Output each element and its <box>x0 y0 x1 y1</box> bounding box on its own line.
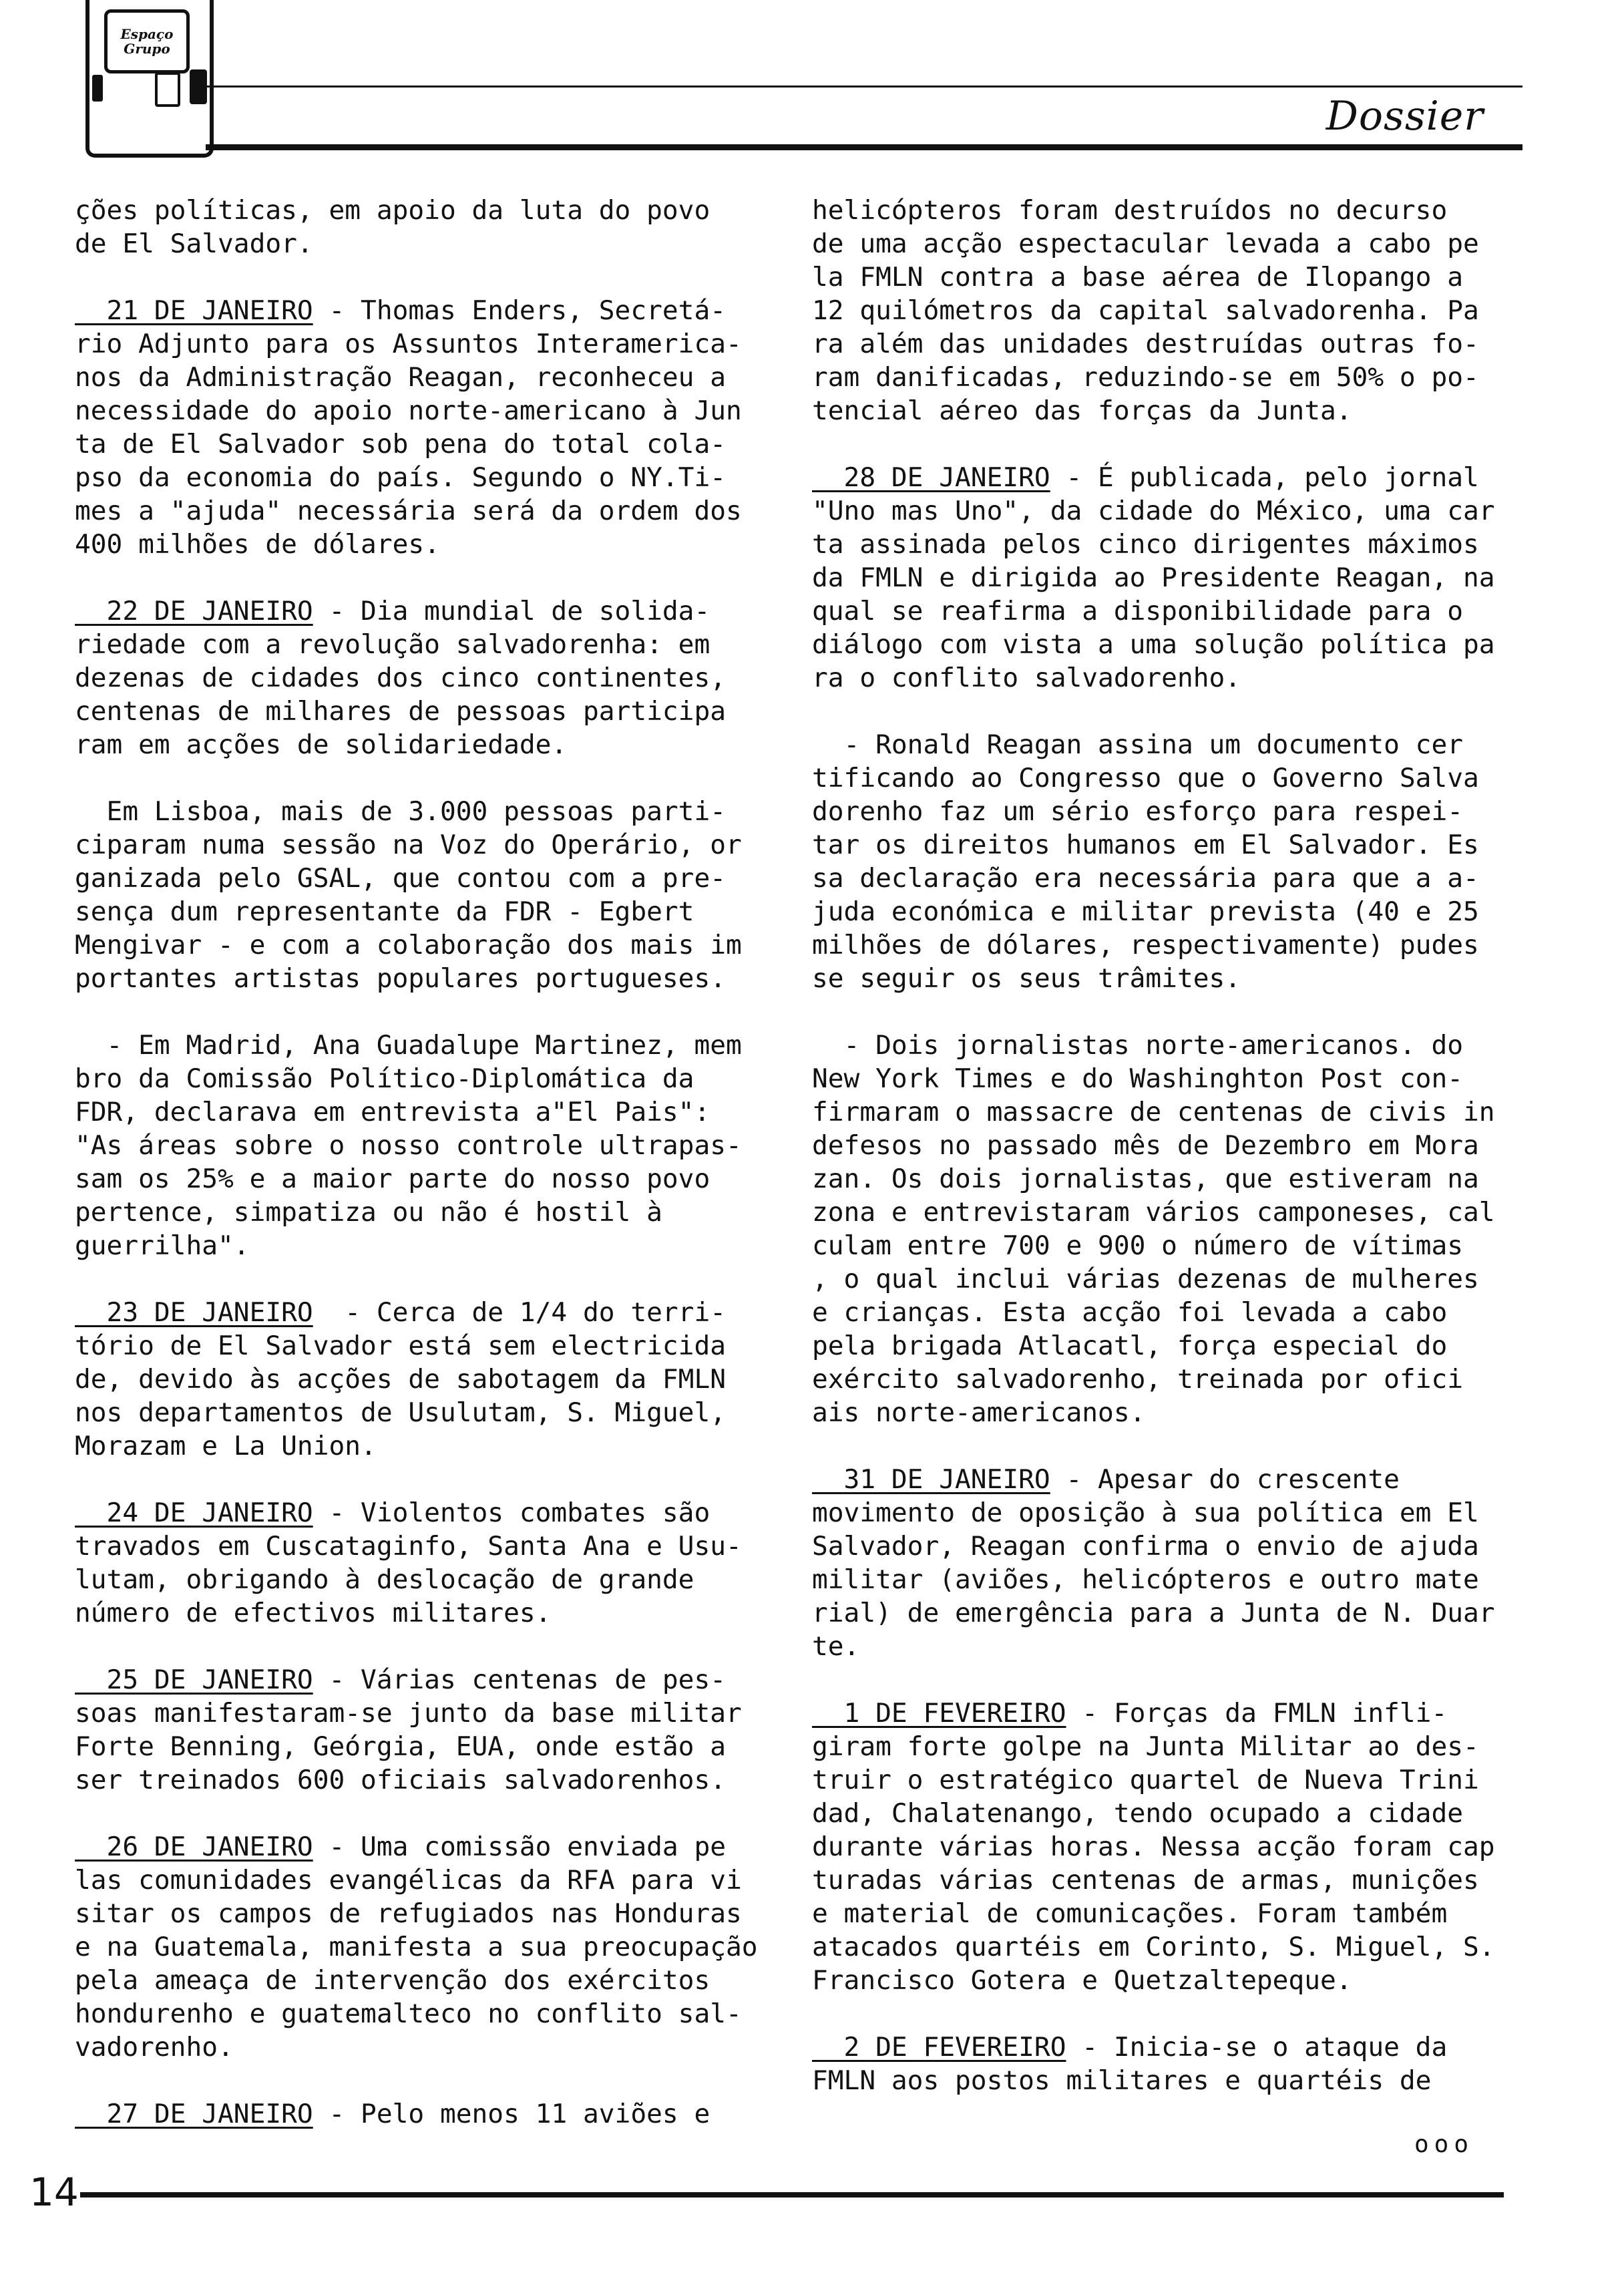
entry-text: - É publicada, pelo jornal "Uno mas Uno", da cidade do México, uma car ta assinada pelos cinco dirigentes máximos da FMLN e dirigida ao Presidente Reagan, na qual se reafirma a disponibilidade para o diálogo com vista a uma solução política pa ra o conflito salvadorenho. <box>812 462 1495 693</box>
paragraph <box>812 2031 1506 2097</box>
paragraph <box>812 1463 1506 1663</box>
footer-rule <box>80 2192 1504 2197</box>
header-rule-thin <box>206 85 1522 87</box>
entry-date: 2 DE FEVEREIRO <box>812 2032 1066 2063</box>
paragraph <box>75 1830 769 2064</box>
entry-date: 27 DE JANEIRO <box>75 2099 313 2129</box>
entry-text: - Várias centenas de pes- soas manifestaram-se junto da base militar Forte Benning, Geórgia, EUA, onde estão a ser treinados 600 oficiais salvadorenhos. <box>75 1664 742 1795</box>
left-column <box>75 194 769 2164</box>
logo-left-tab <box>92 75 103 102</box>
entry-date: 26 DE JANEIRO <box>75 1831 313 1862</box>
right-column <box>812 194 1506 2131</box>
paragraph <box>812 194 1506 427</box>
entry-date: 24 DE JANEIRO <box>75 1498 313 1528</box>
paragraph <box>75 2097 769 2131</box>
entry-text: - Thomas Enders, Secretá- rio Adjunto para os Assuntos Interamerica- nos da Administração Reagan, reconheceu a necessidade do apoio norte-americano à Jun ta de El Salvador sob pena do total cola- pso da economia do país. Segundo o NY.Ti- mes a "ajuda" necessária será da ordem dos 400 milhões de dólares. <box>75 295 742 560</box>
header-rule-thick <box>206 144 1522 150</box>
paragraph <box>75 1296 769 1463</box>
entry-text: helicópteros foram destruídos no decurso de uma acção espectacular levada a cabo pe la FMLN contra a base aérea de Ilopango a 12 quilómetros da capital salvadorenha. Pa ra além das unidades destruídas outras fo- ram danificadas, reduzindo-se em 50% o po- tencial aéreo das forças da Junta. <box>812 195 1479 426</box>
logo-line-2: Grupo <box>124 41 170 57</box>
continuation-mark: ooo <box>1414 2131 1474 2158</box>
page-number: 14 <box>29 2169 79 2215</box>
section-title: Dossier <box>1326 93 1484 140</box>
paragraph <box>75 795 769 995</box>
entry-date: 23 DE JANEIRO <box>75 1297 313 1328</box>
logo-line-1: Espaço <box>120 26 174 42</box>
entry-date: 25 DE JANEIRO <box>75 1664 313 1695</box>
entry-date: 28 DE JANEIRO <box>812 462 1050 493</box>
entry-date: 22 DE JANEIRO <box>75 596 313 627</box>
entry-text: - Violentos combates são travados em Cuscataginfo, Santa Ana e Usu- lutam, obrigando à deslocação de grande número de efectivos militares. <box>75 1498 742 1628</box>
paragraph <box>812 461 1506 695</box>
entry-date: 31 DE JANEIRO <box>812 1464 1050 1495</box>
entry-text: Em Lisboa, mais de 3.000 pessoas parti- ciparam numa sessão na Voz do Operário, or ganizada pelo GSAL, que contou com a pre- sença dum representante da FDR - Egbert Mengivar - e com a colaboração dos mais im portantes artistas populares portugueses. <box>75 796 742 994</box>
paragraph <box>75 1496 769 1630</box>
paragraph <box>75 1663 769 1797</box>
paragraph <box>812 1029 1506 1429</box>
entry-text: - Pelo menos 11 aviões e <box>313 2099 710 2129</box>
entry-text: - Dois jornalistas norte-americanos. do New York Times e do Washinghton Post con- firmaram o massacre de centenas de civis in defesos no passado mês de Dezembro em Mora zan. Os dois jornalistas, que estiveram na zona e entrevistaram vários camponeses, cal culam entre 700 e 900 o número de vítimas , o qual inclui várias dezenas de mulheres e crianças. Esta acção foi levada a cabo pela brigada Atlacatl, força especial do exército salvadorenho, treinada por ofici ais norte-americanos. <box>812 1030 1495 1428</box>
magazine-logo <box>85 0 214 158</box>
logo-center-box <box>155 72 180 107</box>
paragraph <box>812 1697 1506 1997</box>
logo-badge <box>104 9 190 73</box>
entry-date: 1 DE FEVEREIRO <box>812 1698 1066 1729</box>
entry-text: - Cerca de 1/4 do terri- tório de El Salvador está sem electricida de, devido às acções de sabotagem da FMLN nos departamentos de Usulutam, S. Miguel, Morazam e La Union. <box>75 1297 727 1461</box>
paragraph <box>812 728 1506 995</box>
paragraph <box>75 594 769 761</box>
entry-text: - Uma comissão enviada pe las comunidades evangélicas da RFA para vi sitar os campos de refugiados nas Honduras e na Guatemala, manifesta a sua preocupação pela ameaça de intervenção dos exércitos hondurenho e guatemalteco no conflito sal- vadorenho. <box>75 1831 758 2063</box>
entry-text: - Em Madrid, Ana Guadalupe Martinez, mem bro da Comissão Político-Diplomática da FDR, declarava em entrevista a"El Pais": "As áreas sobre o nosso controle ultrapas- sam os 25% e a maior parte do nosso povo pertence, simpatiza ou não é hostil à guerrilha". <box>75 1030 742 1261</box>
entry-text: - Forças da FMLN infli- giram forte golpe na Junta Militar ao des- truir o estratégico quartel de Nueva Trini dad, Chalatenango, tendo ocupado a cidade durante várias horas. Nessa acção foram cap turadas várias centenas de armas, munições e material de comunicações. Foram também atacados quartéis em Corinto, S. Miguel, S. Francisco Gotera e Quetzaltepeque. <box>812 1698 1495 1996</box>
paragraph <box>75 294 769 561</box>
paragraph <box>75 194 769 260</box>
logo-right-tab <box>190 69 207 104</box>
entry-text: - Apesar do crescente movimento de oposição à sua política em El Salvador, Reagan confirma o envio de ajuda militar (aviões, helicópteros e outro mate rial) de emergência para a Junta de N. Duar te. <box>812 1464 1495 1662</box>
entry-text: - Dia mundial de solida- riedade com a revolução salvadorenha: em dezenas de cidades dos cinco continentes, centenas de milhares de pessoas participa ram em acções de solidariedade. <box>75 596 727 760</box>
entry-date: 21 DE JANEIRO <box>75 295 313 326</box>
paragraph <box>75 1029 769 1262</box>
entry-text: ções políticas, em apoio da luta do povo de El Salvador. <box>75 195 710 259</box>
entry-text: - Inicia-se o ataque da FMLN aos postos militares e quartéis de <box>812 2032 1448 2096</box>
entry-text: - Ronald Reagan assina um documento cer tificando ao Congresso que o Governo Salva dorenho faz um sério esforço para respei- tar os direitos humanos em El Salvador. Es sa declaração era necessária para que a a- juda económica e militar prevista (40 e 25 milhões de dólares, respectivamente) pudes se seguir os seus trâmites. <box>812 729 1479 994</box>
